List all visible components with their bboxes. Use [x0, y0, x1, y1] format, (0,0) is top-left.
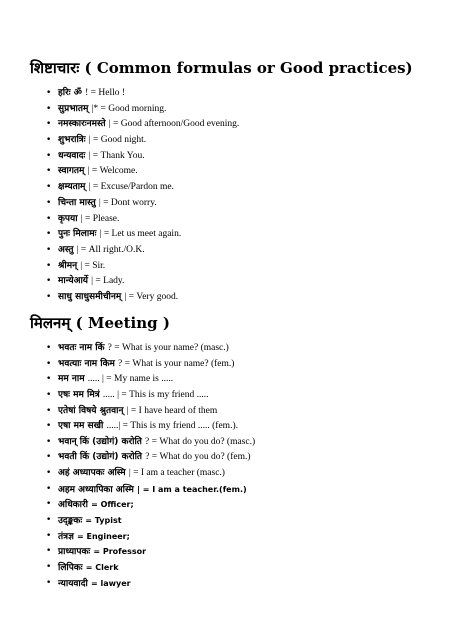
english-meaning: | = Please.: [80, 213, 120, 224]
sanskrit-phrase: प्राध्यापकः: [58, 547, 94, 558]
sanskrit-phrase: कृपया: [58, 213, 81, 224]
english-meaning: | = I am a teacher.(fem.): [137, 484, 247, 494]
sanskrit-phrase: साधु साधुसमीचीनम्: [58, 291, 125, 302]
list-item: [58, 196, 239, 212]
heading-english: ( Meeting ): [75, 314, 170, 332]
list-item: [58, 450, 255, 466]
sanskrit-phrase: स्वागतम्: [58, 166, 88, 177]
english-meaning: ..... | = My name is .....: [87, 374, 174, 385]
english-meaning: | = I am a teacher (masc.): [128, 468, 225, 479]
sanskrit-phrase: मान्येआर्ये: [58, 276, 92, 287]
english-meaning: | = Very good.: [124, 291, 179, 302]
greetings-list: [58, 86, 239, 306]
heading-sanskrit: मिलनम्: [30, 314, 71, 332]
meeting-list: [58, 341, 255, 591]
list-item: [58, 357, 255, 373]
sanskrit-phrase: उद्ङ्ककः: [58, 516, 86, 527]
sanskrit-phrase: अहं अध्यापकः अस्मि: [58, 468, 129, 479]
sanskrit-phrase: श्रीमन्: [58, 260, 81, 271]
list-item: [58, 497, 255, 513]
list-item: [58, 544, 255, 560]
sanskrit-phrase: चिन्ता मास्तु: [58, 197, 99, 208]
sanskrit-phrase: भवत्याः नाम किम: [58, 358, 119, 369]
sanskrit-phrase: भवती किं (उद्योगं) करोति: [58, 452, 146, 463]
english-meaning: | = Sir.: [80, 260, 106, 271]
sanskrit-phrase: तंत्रज्ञ: [58, 531, 78, 542]
sanskrit-phrase: शुभरात्रिः: [58, 135, 89, 146]
english-meaning: | = Let us meet again.: [99, 229, 182, 240]
sanskrit-phrase: धन्यवादः: [58, 150, 89, 161]
list-item: [58, 482, 255, 498]
english-meaning: = Officer;: [91, 500, 134, 510]
english-meaning: |* = Good morning.: [91, 103, 167, 114]
english-meaning: | = Excuse/Pardon me.: [88, 182, 174, 193]
english-meaning: ? = What is your name? (masc.): [107, 343, 229, 353]
list-item: [58, 86, 239, 102]
list-item: [58, 180, 239, 196]
english-meaning: = Typist: [85, 516, 122, 526]
sanskrit-phrase: भवतः नाम किं: [58, 343, 108, 353]
list-item: [58, 388, 255, 404]
list-item: [58, 164, 239, 180]
list-item: [58, 227, 239, 243]
english-meaning: = Clerk: [85, 562, 119, 572]
list-item: [58, 466, 255, 482]
sanskrit-phrase: एषा मम सखी: [58, 421, 107, 432]
sanskrit-phrase: क्षम्यताम्: [58, 182, 89, 193]
sanskrit-phrase: नमस्कारःनमस्ते: [58, 119, 109, 130]
list-item: [58, 243, 239, 259]
list-item: [58, 419, 255, 435]
list-item: [58, 133, 239, 149]
list-item: [58, 560, 255, 576]
english-meaning: | = Dont worry.: [98, 197, 157, 208]
sanskrit-phrase: पुनः मिलामः: [58, 229, 100, 240]
sanskrit-phrase: एषः मम मित्रं: [58, 389, 103, 400]
list-item: [58, 513, 255, 529]
list-item: [58, 435, 255, 451]
english-meaning: | = Welcome.: [87, 166, 138, 177]
sanskrit-phrase: सुप्रभातम्: [58, 103, 92, 114]
list-item: [58, 341, 255, 357]
list-item: [58, 102, 239, 118]
english-meaning: ? = What do you do? (masc.): [145, 436, 256, 447]
english-meaning: = lawyer: [91, 578, 131, 588]
english-meaning: | = Thank You.: [88, 150, 145, 161]
sanskrit-phrase: हरिः ॐ: [58, 88, 86, 98]
list-item: [58, 259, 239, 275]
heading-english: ( Common formulas or Good practices): [84, 59, 413, 77]
list-item: [58, 117, 239, 133]
sanskrit-phrase: अस्तु: [58, 244, 77, 255]
english-meaning: | = Good afternoon/Good evening.: [108, 119, 240, 130]
sanskrit-phrase: लिपिकः: [58, 562, 86, 573]
list-item: [58, 372, 255, 388]
sanskrit-phrase: भवान् किं (उद्योगं) करोति: [58, 436, 146, 447]
section-heading-meeting: [30, 313, 170, 333]
english-meaning: ..... | = This is my friend .....: [102, 389, 209, 400]
list-item: [58, 212, 239, 228]
english-meaning: = Engineer;: [77, 531, 130, 541]
list-item: [58, 149, 239, 165]
english-meaning: | = Lady.: [91, 276, 125, 287]
english-meaning: ? = What do you do? (fem.): [145, 452, 251, 463]
list-item: [58, 576, 255, 592]
heading-sanskrit: शिष्टाचारः: [30, 59, 80, 77]
english-meaning: = Professor: [93, 547, 147, 557]
sanskrit-phrase: मम नाम: [58, 374, 88, 385]
sanskrit-phrase: अहम अध्यापिका अस्मि: [58, 484, 138, 495]
english-meaning: | = I have heard of them: [126, 405, 218, 416]
english-meaning: ! = Hello !: [85, 88, 126, 98]
section-heading-greetings: [30, 58, 413, 78]
sanskrit-phrase: अधिकारी: [58, 500, 92, 511]
english-meaning: ? = What is your name? (fem.): [118, 358, 235, 369]
list-item: [58, 404, 255, 420]
english-meaning: | = Good night.: [88, 135, 147, 146]
list-item: [58, 529, 255, 545]
english-meaning: | = All right./O.K.: [76, 244, 145, 255]
english-meaning: .....| = This is my friend ..... (fem.).: [106, 421, 238, 432]
sanskrit-phrase: एतेषां विषये श्रुतवान्: [58, 405, 127, 416]
list-item: [58, 290, 239, 306]
sanskrit-phrase: न्यायवादी: [58, 578, 92, 589]
list-item: [58, 274, 239, 290]
